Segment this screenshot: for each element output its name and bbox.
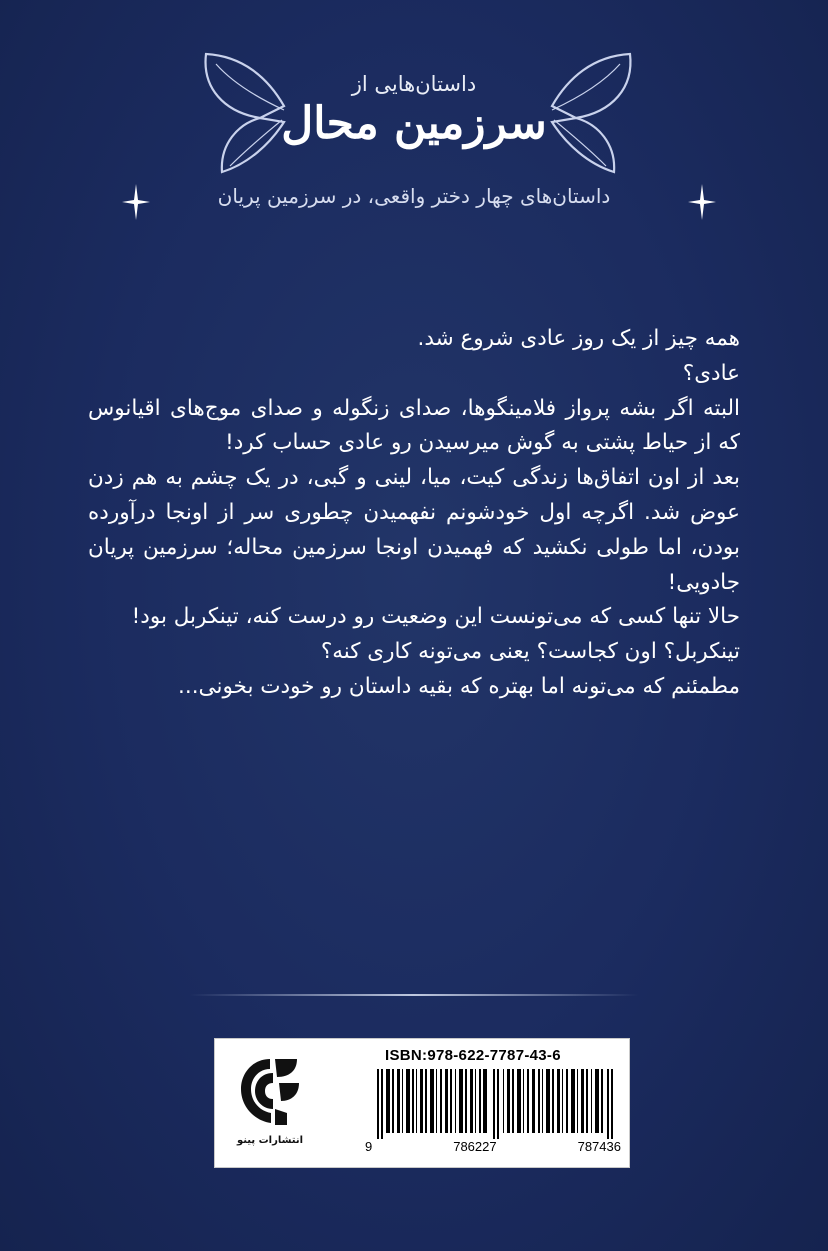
blurb-paragraph: تینکربل؟ اون کجاست؟ یعنی می‌تونه کاری کنه؟ <box>320 639 740 665</box>
barcode-panel <box>214 1038 630 1168</box>
book-title: سرزمین محال <box>281 98 547 149</box>
blurb-paragraph: عادی؟ <box>682 360 740 386</box>
book-subtitle: داستان‌های چهار دختر واقعی، در سرزمین پریان <box>217 184 611 208</box>
barcode-digit-group: 787436 <box>577 1139 621 1154</box>
blurb-paragraph: حالا تنها کسی که می‌تونست این وضعیت رو درست کنه، تینکربل بود! <box>131 604 740 630</box>
divider-line <box>190 994 638 996</box>
publisher-logo-icon <box>235 1053 305 1131</box>
isbn-label: ISBN:978-622-7787-43-6 <box>385 1047 561 1064</box>
blurb-paragraph: مطمئنم که می‌تونه اما بهتره که بقیه داستان رو خودت بخونی... <box>178 673 740 699</box>
barcode-digit-lead: 9 <box>365 1139 373 1154</box>
blurb-paragraph: همه چیز از یک روز عادی شروع شد. <box>417 326 740 351</box>
barcode-digit-group: 786227 <box>453 1139 497 1154</box>
blurb-paragraph: البته اگر بشه پرواز فلامینگوها، صدای زنگوله و صدای موج‌های اقیانوس که از حیاط پشتی به گوش میرسیدن رو عادی حساب کرد! <box>88 395 740 456</box>
barcode-digits <box>365 1139 621 1154</box>
publisher-name: انتشارات پینو <box>236 1135 304 1146</box>
blurb-text <box>88 322 740 705</box>
series-line: داستان‌هایی از <box>351 72 477 96</box>
blurb-paragraph: بعد از اون اتفاق‌ها زندگی کیت، میا، لینی و گبی، در یک چشم به هم زدن عوض شد. اگرچه اول خودشونم نفهمیدن چطوری سر از اونجا درآورده بودن، اما طولی نکشید که فهمیدن اونجا سرزمین محاله؛ سرزمین پریان جادویی! <box>88 465 740 595</box>
sparkle-star-icon <box>688 184 716 220</box>
barcode-bars <box>375 1069 619 1139</box>
